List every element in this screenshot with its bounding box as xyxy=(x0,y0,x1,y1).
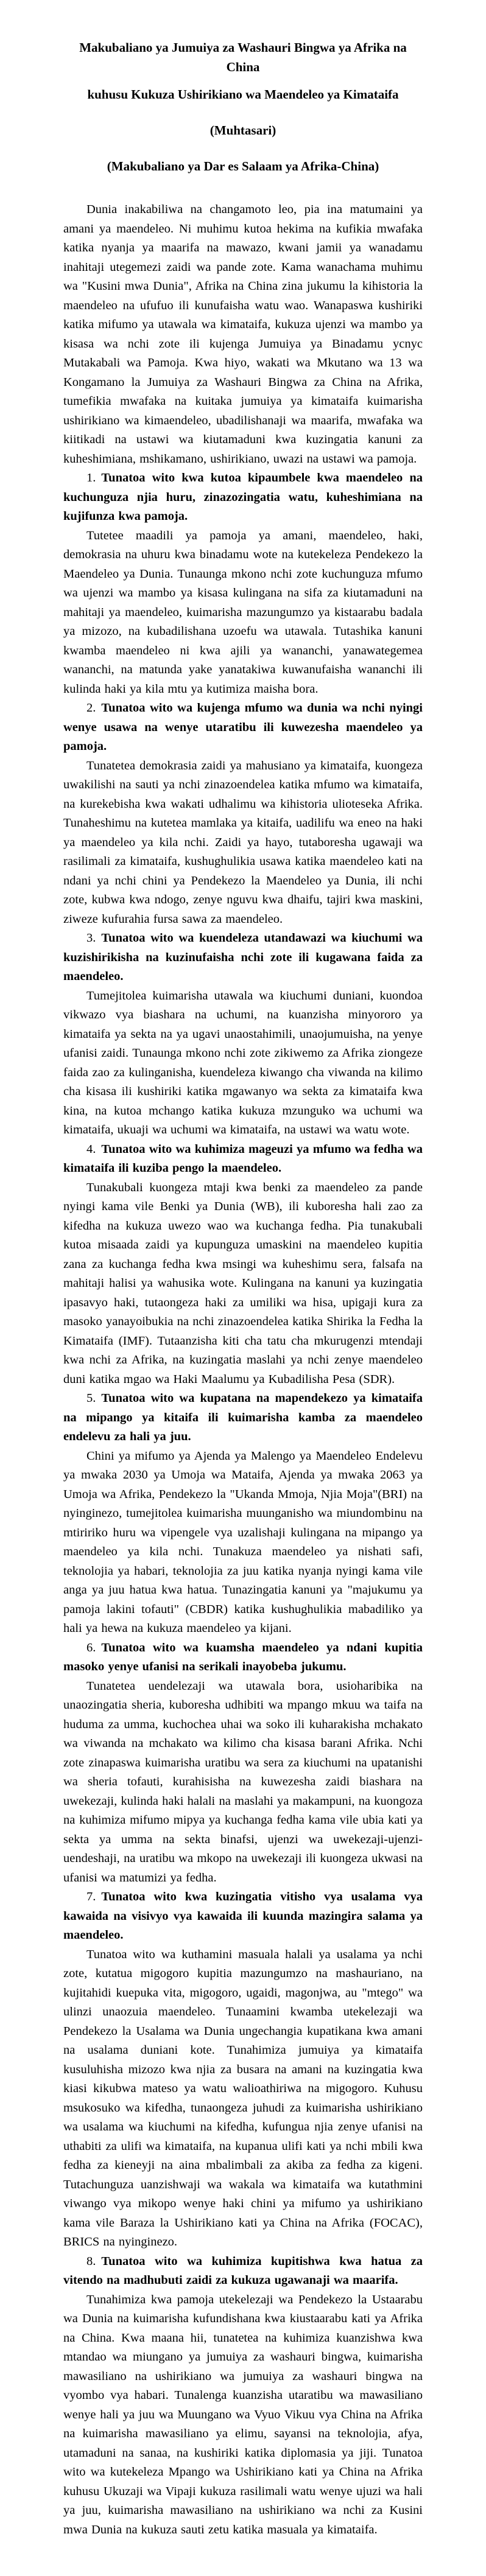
section-5-heading xyxy=(63,1389,423,1447)
section-3-heading-text: Tunatoa wito wa kuendeleza utandawazi wa kiuchumi wa kuzishirikisha na kuzinufaisha nchi zote ili kugawana faida za maendeleo. xyxy=(63,931,423,983)
section-1-heading-text: Tunatoa wito kwa kutoa kipaumbele kwa maendeleo na kuchunguza njia huru, zinazozingatia watu, kuheshimiana na kujifunza kwa pamoja. xyxy=(63,471,423,523)
section-8-number: 8. xyxy=(86,2254,96,2268)
section-7-number: 7. xyxy=(86,1890,96,1903)
section-4-heading-text: Tunatoa wito wa kuhimiza mageuzi ya mfumo wa fedha wa kimataifa ili kuziba pengo la maendeleo. xyxy=(63,1142,423,1175)
section-3-body: Tumejitolea kuimarisha utawala wa kiuchumi duniani, kuondoa vikwazo vya biashara na uchumi, na kuanzisha minyororo ya kimataifa ya sekta na ya ugavi unaostahimili, unaojumuisha, na yenye ufanisi zaidi. Tunaunga mkono nchi zote zikiwemo za Afrika ziongeze faida zao za kulinganisha, kuendeleza kiwango cha viwanda na kilimo cha kisasa ili kushiriki katika mgawanyo wa sekta za kimataifa kwa kina, na kutoa mchango katika kukuza mzunguko wa uchumi wa kimataifa, ukuaji wa uchumi wa kimataifa, na ustawi wa watu wote. xyxy=(63,989,423,1136)
section-3-heading xyxy=(63,929,423,987)
section-2-number: 2. xyxy=(86,701,96,715)
section-1-heading xyxy=(63,469,423,527)
document-title xyxy=(63,38,423,176)
section-1-body: Tutetee maadili ya pamoja ya amani, maendeleo, haki, demokrasia na uhuru kwa binadamu wote na kutekeleza Pendekezo la Maendeleo ya Dunia. Tunaunga mkono nchi zote kuchunguza mfumo wa ujenzi wa mambo ya kisasa kulingana na sifa za kiutamaduni na mahitaji ya maendeleo, kuimarisha mazungumzo ya kistaarabu badala ya mizozo, na kubadilishana uzoefu wa utawala. Tutashika kanuni kwamba maendeleo ni kwa ajili ya wananchi, yanawategemea wananchi, na matunda yake yanatakiwa kuwanufaisha wananchi ili kulinda haki ya kila mtu ya kutimiza maisha bora. xyxy=(63,528,423,696)
section-6-heading-text: Tunatoa wito wa kuamsha maendeleo ya ndani kupitia masoko yenye ufanisi na serikali inayobeba jukumu. xyxy=(63,1640,423,1673)
section-8-body: Tunahimiza kwa pamoja utekelezaji wa Pendekezo la Ustaarabu wa Dunia na kuimarisha kufundishana kwa kiustaarabu kati ya Afrika na China. Kwa maana hii, tunatetea na kuhimiza kuanzishwa kwa mtandao wa miungano ya jumuiya za washauri bingwa, kuimarisha mawasiliano na ushirikiano wa jumuiya za washauri bingwa na vyombo vya habari. Tunalenga kuanzisha utaratibu wa mawasiliano wenye hali ya juu wa Muungano wa Vyuo Vikuu vya China na Afrika na kuimarisha mawasiliano ya elimu, sayansi na teknolojia, afya, utamaduni na sanaa, na kushiriki katika diplomasia ya jiji. Tunatoa wito wa kutekeleza Mpango wa Ushirikiano kati ya China na Afrika kuhusu Ukuzaji wa Vipaji kukuza rasilimali watu wenye ujuzi wa hali ya juu, kuimarisha mawasiliano na ushirikiano wa nchi za Kusini mwa Dunia na kukuza sauti zetu katika masuala ya kimataifa. xyxy=(63,2292,423,2536)
section-5-number: 5. xyxy=(86,1391,96,1405)
section-7-heading-text: Tunatoa wito kwa kuzingatia vitisho vya usalama vya kawaida na visivyo vya kawaida ili kuunda mazingira salama ya maendeleo. xyxy=(63,1890,423,1942)
section-2-heading xyxy=(63,699,423,757)
section-6-body: Tunatetea uendelezaji wa utawala bora, usioharibika na unaozingatia sheria, kuboresha udhibiti wa mpango mkuu wa taifa na huduma za umma, kuchochea uhai wa soko ili kuharakisha mchakato wa viwanda na mchakato wa kilimo cha kisasa barani Afrika. Nchi zote zinapaswa kuimarisha uratibu wa sera za kiuchumi na upatanishi wa sheria tofauti, kurahisisha na kuwezesha zaidi biashara na uwekezaji, kulinda haki halali na maslahi ya makampuni, na kuongoza na kuhimiza mifumo mipya ya kuchanga fedha kama vile ubia kati ya sekta ya umma na sekta binafsi, ujenzi wa uwekezaji-ujenzi-uendeshaji, na uratibu wa mkopo na uwekezaji ili kuongeza ukwasi na ufanisi wa matumizi ya fedha. xyxy=(63,1679,423,1885)
section-7-body: Tunatoa wito wa kuthamini masuala halali ya usalama ya nchi zote, kutatua migogoro kupitia mazungumzo na mashauriano, na kujitahidi kuepuka vita, migogoro, ugaidi, magonjwa, au "mtego" wa ulinzi unaozuia maendeleo. Tunaamini kwamba utekelezaji wa Pendekezo la Usalama wa Dunia ungechangia kupatikana kwa amani na usalama duniani kote. Tunahimiza jumuiya ya kimataifa kusuluhisha mizozo kwa njia za busara na amani na kuzingatia kwa kiasi kikubwa mateso ya watu walioathiriwa na migogoro. Kuhusu msukosuko wa kifedha, tunaongeza juhudi za kuimarisha ushirikiano wa usalama wa kiuchumi na kifedha, kufungua njia zenye ufanisi na uthabiti za ulifi wa kimataifa, na kupanua ulifi kati ya nchi mbili kwa fedha za kieneyji na aina mbalimbali za akiba za fedha za kigeni. Tutachunguza uanzishwaji wa wakala wa kimataifa wa kutathmini viwango vya mikopo wenye haki chini ya mifumo ya ushirikiano kama vile Baraza la Ushirikiano kati ya China na Afrika (FOCAC), BRICS na nyinginezo. xyxy=(63,1947,423,2249)
section-4-number: 4. xyxy=(86,1142,96,1156)
section-5-body: Chini ya mifumo ya Ajenda ya Malengo ya Maendeleo Endelevu ya mwaka 2030 ya Umoja wa Mataifa, Ajenda ya mwaka 2063 ya Umoja wa Afrika, Pendekezo la "Ukanda Mmoja, Njia Moja"(BRI) na nyinginezo, tumejitolea kuimarisha muunganisho wa miundombinu na mtiririko huru wa vipengele vya uzalishaji kulingana na mipango ya maendeleo ya kila nchi. Tunakuza maendeleo ya nishati safi, teknolojia ya habari, teknolojia za juu katika nyanja nyingi kama vile anga ya juu hatua kwa hatua. Tunazingatia kanuni ya "majukumu ya pamoja lakini tofauti" (CBDR) katika kushughulikia mabadiliko ya hali ya hewa na kukuza maendeleo ya kijani. xyxy=(63,1449,423,1635)
section-2-body: Tunatetea demokrasia zaidi ya mahusiano ya kimataifa, kuongeza uwakilishi na sauti ya nchi zinazoendelea katika mfumo wa kimataifa, na kurekebisha kwa wakati udhalimu wa kihistoria ulioteseka Afrika. Tunaheshimu na kutetea mamlaka ya kitaifa, uadilifu wa eneo na haki ya maendeleo ya kila nchi. Zaidi ya hayo, tutaboresha ugawaji wa rasilimali za kimataifa, kushughulikia usawa katika maendeleo kati na ndani ya nchi chini ya Pendekezo la Maendeleo ya Dunia, ili nchi zote, kubwa kwa ndogo, zenye nguvu kwa dhaifu, tajiri kwa maskini, ziweze kufurahia fursa sawa za maendeleo. xyxy=(63,758,423,926)
section-4-body: Tunakubali kuongeza mtaji kwa benki za maendeleo za pande nyingi kama vile Benki ya Dunia (WB), ili kuboresha hali zao za kifedha na kukuza uwezo wao wa kuchanga fedha. Pia tunakubali kutoa misaada zaidi ya kupunguza umaskini na maendeleo kupitia zana za kuchanga fedha kwa msingi wa kuheshimu sera, falsafa na mahitaji halisi ya wahusika wote. Kulingana na kanuni ya kuzingatia ipasavyo haki, tutaongeza haki za umiliki wa hisa, upigaji kura za masoko yanayoibukia na nchi zinazoendelea katika Shirika la Fedha la Kimataifa (IMF). Tutaanzisha kiti cha tatu cha mkurugenzi mtendaji kwa nchi za Afrika, na kuzingatia maslahi ya nchi zenye maendeleo duni katika mgao wa Haki Maalumu ya Kubadilisha Pesa (SDR). xyxy=(63,1180,423,1386)
section-1-number: 1. xyxy=(86,471,96,485)
document-body xyxy=(63,200,423,2539)
section-4-heading xyxy=(63,1140,423,1178)
title-line-3: (Muhtasari) xyxy=(210,123,276,138)
section-2-heading-text: Tunatoa wito wa kujenga mfumo wa dunia wa nchi nyingi wenye usawa na wenye utaratibu ili kuwezesha maendeleo ya pamoja. xyxy=(63,701,423,753)
section-5-heading-text: Tunatoa wito wa kupatana na mapendekezo ya kimataifa na mipango ya kitaifa ili kuimarisha kamba za maendeleo endelevu za hali ya juu. xyxy=(63,1391,423,1443)
intro-paragraph: Dunia inakabiliwa na changamoto leo, pia ina matumaini ya amani ya maendeleo. Ni muhimu kutoa hekima na kufikia mwafaka katika nyanja ya maarifa na mawazo, kwani jamii ya wanadamu inahitaji utegemezi zaidi wa pande zote. Kama wanachama muhimu wa "Kusini mwa Dunia", Afrika na China zina jukumu la kihistoria la maendeleo na ufufuo ili kunufaisha watu wao. Wanapaswa kushiriki katika mifumo ya utawala wa kimataifa, kukuza ujenzi wa mambo ya kisasa wa nchi zote ili kujenga Jumuiya ya Binadamu ycnyc Mutakabali wa Pamoja. Kwa hiyo, wakati wa Mkutano wa 13 wa Kongamano la Jumuiya za Washauri Bingwa za China na Afrika, tumefikia mwafaka na kuitaka jumuiya ya kimataifa kuimarisha ushirikiano wa kimaendeleo, ubadilishanaji wa maarifa, mwafaka wa kiitikadi na ustawi wa kiutamaduni kwa kuzingatia kanuni za kuheshimiana, mshikamano, ushirikiano, uwazi na ustawi wa pamoja. xyxy=(63,203,423,466)
title-line-4: (Makubaliano ya Dar es Salaam ya Afrika-China) xyxy=(107,159,379,173)
section-6-number: 6. xyxy=(86,1640,96,1654)
title-line-2: kuhusu Kukuza Ushirikiano wa Maendeleo ya Kimataifa xyxy=(87,87,399,102)
section-8-heading-text: Tunatoa wito wa kuhimiza kupitishwa kwa hatua za vitendo na madhubuti zaidi za kukuza ugawanaji wa maarifa. xyxy=(63,2254,423,2287)
section-7-heading xyxy=(63,1888,423,1945)
title-line-1: Makubaliano ya Jumuiya za Washauri Bingwa ya Afrika na China xyxy=(79,40,407,74)
section-3-number: 3. xyxy=(86,931,96,945)
section-6-heading xyxy=(63,1639,423,1677)
section-8-heading xyxy=(63,2252,423,2291)
